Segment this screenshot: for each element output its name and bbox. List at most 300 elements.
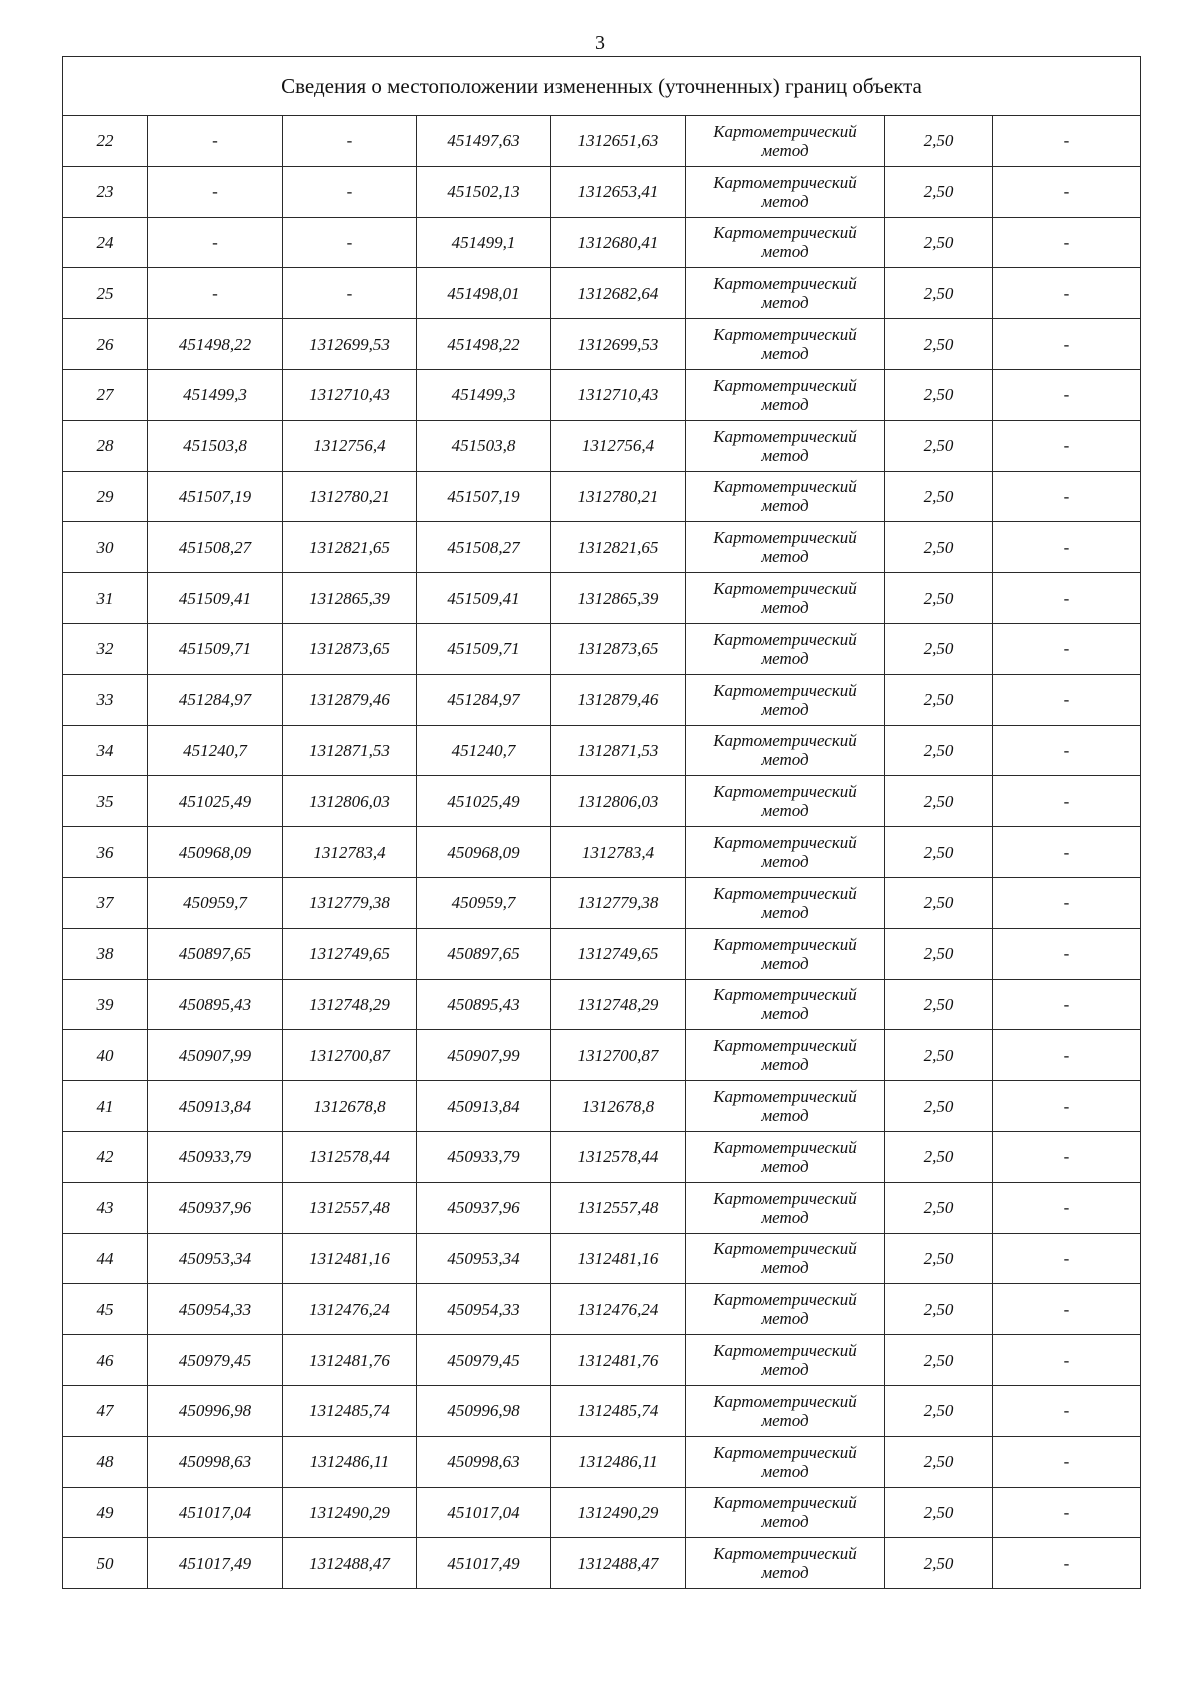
refined-x-cell: 450959,7 — [417, 877, 551, 928]
refined-y-cell: 1312749,65 — [551, 928, 686, 979]
existing-y-cell: 1312865,39 — [283, 573, 417, 624]
point-number: 24 — [63, 217, 148, 268]
existing-y-cell: 1312749,65 — [283, 928, 417, 979]
accuracy-cell: 2,50 — [885, 1436, 993, 1487]
refined-y-cell: 1312578,44 — [551, 1131, 686, 1182]
refined-x-cell: 451502,13 — [417, 166, 551, 217]
method-cell — [686, 217, 885, 268]
accuracy-cell: 2,50 — [885, 776, 993, 827]
method-line-1: Картометрический — [713, 223, 857, 243]
point-number: 34 — [63, 725, 148, 776]
method-line-1: Картометрический — [713, 528, 857, 548]
method-cell — [686, 268, 885, 319]
note-cell: - — [993, 979, 1141, 1030]
point-number: 35 — [63, 776, 148, 827]
point-number: 29 — [63, 471, 148, 522]
point-number: 49 — [63, 1487, 148, 1538]
refined-x-cell: 451499,1 — [417, 217, 551, 268]
refined-x-cell: 450913,84 — [417, 1081, 551, 1132]
method-cell — [686, 1182, 885, 1233]
note-cell: - — [993, 1436, 1141, 1487]
existing-x-cell: 451509,71 — [148, 623, 283, 674]
table-row — [63, 1233, 1141, 1284]
table-row — [63, 674, 1141, 725]
accuracy-cell: 2,50 — [885, 1335, 993, 1386]
accuracy-cell: 2,50 — [885, 877, 993, 928]
point-number: 47 — [63, 1385, 148, 1436]
existing-y-cell: 1312700,87 — [283, 1030, 417, 1081]
refined-y-cell: 1312780,21 — [551, 471, 686, 522]
note-cell: - — [993, 1284, 1141, 1335]
method-line-2: метод — [761, 1563, 809, 1583]
note-cell: - — [993, 522, 1141, 573]
accuracy-cell: 2,50 — [885, 1131, 993, 1182]
method-line-2: метод — [761, 394, 809, 414]
table-row — [63, 725, 1141, 776]
table-row — [63, 979, 1141, 1030]
table-row — [63, 1030, 1141, 1081]
method-line-1: Картометрический — [713, 1036, 857, 1056]
accuracy-cell: 2,50 — [885, 674, 993, 725]
method-line-2: метод — [761, 1360, 809, 1380]
point-number: 44 — [63, 1233, 148, 1284]
existing-x-cell: - — [148, 116, 283, 167]
point-number: 40 — [63, 1030, 148, 1081]
refined-y-cell: 1312779,38 — [551, 877, 686, 928]
accuracy-cell: 2,50 — [885, 827, 993, 878]
point-number: 33 — [63, 674, 148, 725]
existing-y-cell: 1312481,16 — [283, 1233, 417, 1284]
accuracy-cell: 2,50 — [885, 623, 993, 674]
accuracy-cell: 2,50 — [885, 1081, 993, 1132]
method-cell — [686, 1487, 885, 1538]
refined-x-cell: 451499,3 — [417, 369, 551, 420]
note-cell: - — [993, 1182, 1141, 1233]
method-line-2: метод — [761, 1055, 809, 1075]
existing-x-cell: 451017,49 — [148, 1538, 283, 1589]
method-cell — [686, 1335, 885, 1386]
note-cell: - — [993, 877, 1141, 928]
method-line-2: метод — [761, 852, 809, 872]
method-line-1: Картометрический — [713, 375, 857, 395]
method-line-1: Картометрический — [713, 782, 857, 802]
accuracy-cell: 2,50 — [885, 573, 993, 624]
point-number: 32 — [63, 623, 148, 674]
refined-x-cell: 450954,33 — [417, 1284, 551, 1335]
accuracy-cell: 2,50 — [885, 1233, 993, 1284]
note-cell: - — [993, 776, 1141, 827]
note-cell: - — [993, 420, 1141, 471]
existing-x-cell: 450907,99 — [148, 1030, 283, 1081]
method-line-1: Картометрический — [713, 1493, 857, 1513]
note-cell: - — [993, 674, 1141, 725]
accuracy-cell: 2,50 — [885, 166, 993, 217]
method-cell — [686, 1436, 885, 1487]
method-cell — [686, 928, 885, 979]
point-number: 42 — [63, 1131, 148, 1182]
method-line-2: метод — [761, 1461, 809, 1481]
method-line-2: метод — [761, 1207, 809, 1227]
existing-x-cell: 450895,43 — [148, 979, 283, 1030]
refined-x-cell: 451498,01 — [417, 268, 551, 319]
existing-x-cell: 451508,27 — [148, 522, 283, 573]
note-cell: - — [993, 1538, 1141, 1589]
refined-x-cell: 450953,34 — [417, 1233, 551, 1284]
table-row — [63, 623, 1141, 674]
note-cell: - — [993, 1030, 1141, 1081]
accuracy-cell: 2,50 — [885, 725, 993, 776]
page-number: 3 — [595, 32, 605, 54]
refined-y-cell: 1312481,76 — [551, 1335, 686, 1386]
note-cell: - — [993, 1131, 1141, 1182]
refined-y-cell: 1312680,41 — [551, 217, 686, 268]
method-cell — [686, 522, 885, 573]
point-number: 46 — [63, 1335, 148, 1386]
method-line-1: Картометрический — [713, 1391, 857, 1411]
existing-x-cell: 451503,8 — [148, 420, 283, 471]
note-cell: - — [993, 166, 1141, 217]
existing-x-cell: 450933,79 — [148, 1131, 283, 1182]
refined-x-cell: 451017,49 — [417, 1538, 551, 1589]
refined-x-cell: 450897,65 — [417, 928, 551, 979]
method-cell — [686, 369, 885, 420]
refined-x-cell: 450968,09 — [417, 827, 551, 878]
method-line-1: Картометрический — [713, 1442, 857, 1462]
refined-y-cell: 1312783,4 — [551, 827, 686, 878]
note-cell: - — [993, 1335, 1141, 1386]
point-number: 28 — [63, 420, 148, 471]
refined-y-cell: 1312481,16 — [551, 1233, 686, 1284]
existing-x-cell: 450937,96 — [148, 1182, 283, 1233]
note-cell: - — [993, 116, 1141, 167]
point-number: 23 — [63, 166, 148, 217]
note-cell: - — [993, 623, 1141, 674]
existing-y-cell: 1312710,43 — [283, 369, 417, 420]
method-line-2: метод — [761, 496, 809, 516]
refined-x-cell: 450979,45 — [417, 1335, 551, 1386]
method-line-1: Картометрический — [713, 833, 857, 853]
note-cell: - — [993, 1385, 1141, 1436]
existing-y-cell: 1312578,44 — [283, 1131, 417, 1182]
accuracy-cell: 2,50 — [885, 471, 993, 522]
note-cell: - — [993, 573, 1141, 624]
method-line-1: Картометрический — [713, 172, 857, 192]
refined-x-cell: 451025,49 — [417, 776, 551, 827]
refined-y-cell: 1312873,65 — [551, 623, 686, 674]
method-cell — [686, 166, 885, 217]
accuracy-cell: 2,50 — [885, 1538, 993, 1589]
accuracy-cell: 2,50 — [885, 319, 993, 370]
table-row — [63, 369, 1141, 420]
existing-y-cell: 1312871,53 — [283, 725, 417, 776]
existing-x-cell: - — [148, 217, 283, 268]
refined-y-cell: 1312485,74 — [551, 1385, 686, 1436]
refined-x-cell: 451503,8 — [417, 420, 551, 471]
method-cell — [686, 827, 885, 878]
refined-y-cell: 1312557,48 — [551, 1182, 686, 1233]
existing-x-cell: 451509,41 — [148, 573, 283, 624]
point-number: 31 — [63, 573, 148, 624]
point-number: 41 — [63, 1081, 148, 1132]
existing-x-cell: 451240,7 — [148, 725, 283, 776]
method-cell — [686, 725, 885, 776]
method-line-2: метод — [761, 953, 809, 973]
existing-x-cell: 451499,3 — [148, 369, 283, 420]
existing-y-cell: - — [283, 166, 417, 217]
method-cell — [686, 623, 885, 674]
refined-x-cell: 451507,19 — [417, 471, 551, 522]
method-line-1: Картометрический — [713, 1290, 857, 1310]
method-line-2: метод — [761, 699, 809, 719]
method-cell — [686, 1081, 885, 1132]
table-row — [63, 1131, 1141, 1182]
table-row — [63, 471, 1141, 522]
existing-y-cell: 1312485,74 — [283, 1385, 417, 1436]
refined-y-cell: 1312806,03 — [551, 776, 686, 827]
method-cell — [686, 979, 885, 1030]
table-row — [63, 166, 1141, 217]
refined-y-cell: 1312490,29 — [551, 1487, 686, 1538]
note-cell: - — [993, 471, 1141, 522]
method-line-1: Картометрический — [713, 325, 857, 345]
refined-x-cell: 450998,63 — [417, 1436, 551, 1487]
existing-y-cell: 1312779,38 — [283, 877, 417, 928]
refined-y-cell: 1312871,53 — [551, 725, 686, 776]
accuracy-cell: 2,50 — [885, 116, 993, 167]
method-line-1: Картометрический — [713, 579, 857, 599]
refined-x-cell: 450937,96 — [417, 1182, 551, 1233]
refined-x-cell: 451497,63 — [417, 116, 551, 167]
point-number: 25 — [63, 268, 148, 319]
method-line-2: метод — [761, 598, 809, 618]
refined-x-cell: 451508,27 — [417, 522, 551, 573]
table-row — [63, 827, 1141, 878]
point-number: 36 — [63, 827, 148, 878]
method-line-1: Картометрический — [713, 1087, 857, 1107]
method-line-2: метод — [761, 648, 809, 668]
existing-y-cell: 1312486,11 — [283, 1436, 417, 1487]
method-cell — [686, 1385, 885, 1436]
point-number: 48 — [63, 1436, 148, 1487]
existing-x-cell: 451025,49 — [148, 776, 283, 827]
method-cell — [686, 1233, 885, 1284]
table-row — [63, 1081, 1141, 1132]
refined-y-cell: 1312700,87 — [551, 1030, 686, 1081]
method-line-2: метод — [761, 1004, 809, 1024]
method-line-1: Картометрический — [713, 1341, 857, 1361]
method-line-2: метод — [761, 344, 809, 364]
refined-x-cell: 451240,7 — [417, 725, 551, 776]
table-row — [63, 522, 1141, 573]
point-number: 50 — [63, 1538, 148, 1589]
existing-x-cell: - — [148, 166, 283, 217]
refined-x-cell: 451017,04 — [417, 1487, 551, 1538]
table-row — [63, 420, 1141, 471]
table-row — [63, 1182, 1141, 1233]
accuracy-cell: 2,50 — [885, 928, 993, 979]
note-cell: - — [993, 725, 1141, 776]
method-line-1: Картометрический — [713, 985, 857, 1005]
existing-x-cell: 450953,34 — [148, 1233, 283, 1284]
existing-y-cell: 1312879,46 — [283, 674, 417, 725]
method-line-1: Картометрический — [713, 274, 857, 294]
refined-y-cell: 1312651,63 — [551, 116, 686, 167]
refined-y-cell: 1312678,8 — [551, 1081, 686, 1132]
accuracy-cell: 2,50 — [885, 268, 993, 319]
existing-y-cell: - — [283, 116, 417, 167]
accuracy-cell: 2,50 — [885, 1030, 993, 1081]
refined-y-cell: 1312756,4 — [551, 420, 686, 471]
existing-x-cell: 451498,22 — [148, 319, 283, 370]
refined-y-cell: 1312821,65 — [551, 522, 686, 573]
existing-x-cell: 451507,19 — [148, 471, 283, 522]
existing-y-cell: 1312806,03 — [283, 776, 417, 827]
point-number: 30 — [63, 522, 148, 573]
method-line-1: Картометрический — [713, 426, 857, 446]
refined-y-cell: 1312476,24 — [551, 1284, 686, 1335]
refined-x-cell: 450907,99 — [417, 1030, 551, 1081]
note-cell: - — [993, 369, 1141, 420]
accuracy-cell: 2,50 — [885, 1182, 993, 1233]
table-row — [63, 573, 1141, 624]
note-cell: - — [993, 928, 1141, 979]
accuracy-cell: 2,50 — [885, 1487, 993, 1538]
refined-x-cell: 450933,79 — [417, 1131, 551, 1182]
method-cell — [686, 1538, 885, 1589]
note-cell: - — [993, 217, 1141, 268]
method-line-1: Картометрический — [713, 1239, 857, 1259]
method-cell — [686, 1284, 885, 1335]
existing-x-cell: 450897,65 — [148, 928, 283, 979]
table-title-row — [63, 57, 1141, 116]
method-cell — [686, 1131, 885, 1182]
point-number: 27 — [63, 369, 148, 420]
table-row — [63, 116, 1141, 167]
method-line-2: метод — [761, 547, 809, 567]
refined-x-cell: 451509,41 — [417, 573, 551, 624]
method-line-1: Картометрический — [713, 1137, 857, 1157]
existing-x-cell: 450913,84 — [148, 1081, 283, 1132]
existing-y-cell: 1312780,21 — [283, 471, 417, 522]
existing-y-cell: 1312748,29 — [283, 979, 417, 1030]
refined-y-cell: 1312879,46 — [551, 674, 686, 725]
table-row — [63, 1487, 1141, 1538]
method-line-2: метод — [761, 1309, 809, 1329]
table-row — [63, 877, 1141, 928]
refined-y-cell: 1312865,39 — [551, 573, 686, 624]
existing-x-cell: 450996,98 — [148, 1385, 283, 1436]
existing-y-cell: - — [283, 268, 417, 319]
refined-y-cell: 1312488,47 — [551, 1538, 686, 1589]
method-line-1: Картометрический — [713, 1188, 857, 1208]
table-row — [63, 319, 1141, 370]
method-cell — [686, 877, 885, 928]
table-row — [63, 928, 1141, 979]
refined-y-cell: 1312748,29 — [551, 979, 686, 1030]
table-row — [63, 1284, 1141, 1335]
table-title: Сведения о местоположении измененных (уточненных) границ объекта — [63, 57, 1141, 116]
existing-x-cell: 450998,63 — [148, 1436, 283, 1487]
table-row — [63, 1335, 1141, 1386]
existing-y-cell: 1312699,53 — [283, 319, 417, 370]
existing-y-cell: 1312488,47 — [283, 1538, 417, 1589]
existing-y-cell: 1312873,65 — [283, 623, 417, 674]
refined-y-cell: 1312710,43 — [551, 369, 686, 420]
method-cell — [686, 674, 885, 725]
point-number: 43 — [63, 1182, 148, 1233]
method-line-1: Картометрический — [713, 477, 857, 497]
method-line-2: метод — [761, 1106, 809, 1126]
refined-y-cell: 1312682,64 — [551, 268, 686, 319]
method-line-2: метод — [761, 1258, 809, 1278]
accuracy-cell: 2,50 — [885, 522, 993, 573]
refined-x-cell: 450996,98 — [417, 1385, 551, 1436]
existing-y-cell: 1312821,65 — [283, 522, 417, 573]
method-line-2: метод — [761, 140, 809, 160]
existing-x-cell: 450954,33 — [148, 1284, 283, 1335]
point-number: 45 — [63, 1284, 148, 1335]
method-cell — [686, 116, 885, 167]
accuracy-cell: 2,50 — [885, 369, 993, 420]
existing-y-cell: 1312756,4 — [283, 420, 417, 471]
method-line-1: Картометрический — [713, 1544, 857, 1564]
table-row — [63, 1538, 1141, 1589]
method-line-2: метод — [761, 293, 809, 313]
table-row — [63, 217, 1141, 268]
method-cell — [686, 471, 885, 522]
existing-y-cell: - — [283, 217, 417, 268]
table-row — [63, 268, 1141, 319]
refined-y-cell: 1312699,53 — [551, 319, 686, 370]
method-cell — [686, 776, 885, 827]
accuracy-cell: 2,50 — [885, 217, 993, 268]
method-line-2: метод — [761, 445, 809, 465]
accuracy-cell: 2,50 — [885, 979, 993, 1030]
existing-x-cell: 450979,45 — [148, 1335, 283, 1386]
refined-x-cell: 451498,22 — [417, 319, 551, 370]
method-line-2: метод — [761, 191, 809, 211]
method-line-1: Картометрический — [713, 629, 857, 649]
method-cell — [686, 573, 885, 624]
point-number: 26 — [63, 319, 148, 370]
boundary-coordinates-table — [62, 56, 1141, 1589]
point-number: 22 — [63, 116, 148, 167]
existing-x-cell: 451017,04 — [148, 1487, 283, 1538]
existing-y-cell: 1312557,48 — [283, 1182, 417, 1233]
method-line-2: метод — [761, 1410, 809, 1430]
table-row — [63, 1385, 1141, 1436]
note-cell: - — [993, 1487, 1141, 1538]
method-line-2: метод — [761, 801, 809, 821]
existing-x-cell: - — [148, 268, 283, 319]
method-line-2: метод — [761, 902, 809, 922]
note-cell: - — [993, 1233, 1141, 1284]
method-cell — [686, 1030, 885, 1081]
refined-x-cell: 451509,71 — [417, 623, 551, 674]
refined-y-cell: 1312486,11 — [551, 1436, 686, 1487]
method-line-2: метод — [761, 242, 809, 262]
table-row — [63, 776, 1141, 827]
note-cell: - — [993, 827, 1141, 878]
method-line-2: метод — [761, 1156, 809, 1176]
note-cell: - — [993, 319, 1141, 370]
refined-y-cell: 1312653,41 — [551, 166, 686, 217]
accuracy-cell: 2,50 — [885, 420, 993, 471]
method-line-1: Картометрический — [713, 680, 857, 700]
method-line-1: Картометрический — [713, 121, 857, 141]
method-line-1: Картометрический — [713, 934, 857, 954]
accuracy-cell: 2,50 — [885, 1385, 993, 1436]
